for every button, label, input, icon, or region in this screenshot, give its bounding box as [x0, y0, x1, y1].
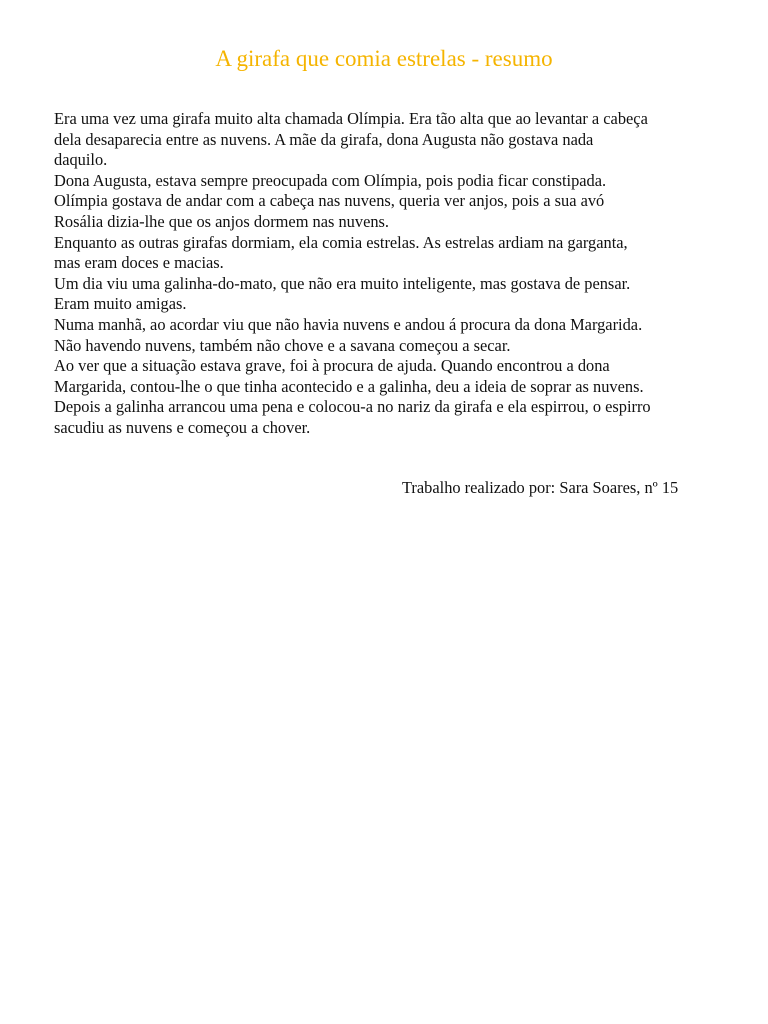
- text-line: Olímpia gostava de andar com a cabeça nas nuvens, queria ver anjos, pois a sua avó: [54, 191, 605, 211]
- text-line: daquilo.: [54, 150, 108, 170]
- text-line: mas eram doces e macias.: [54, 253, 224, 273]
- text-line: sacudiu as nuvens e começou a chover.: [54, 417, 311, 437]
- text-line: Eram muito amigas.: [54, 294, 187, 314]
- text-line: Depois a galinha arrancou uma pena e colocou-a no nariz da girafa e ela espirrou, o espirro: [54, 397, 651, 417]
- text-line: Margarida, contou-lhe o que tinha acontecido e a galinha, deu a ideia de soprar as nuvens.: [54, 376, 644, 396]
- text-line: Rosália dizia-lhe que os anjos dormem nas nuvens.: [54, 211, 390, 231]
- text-line: dela desaparecia entre as nuvens. A mãe da girafa, dona Augusta não gostava nada: [54, 129, 594, 149]
- text-line: Um dia viu uma galinha-do-mato, que não era muito inteligente, mas gostava de pensar.: [54, 273, 631, 293]
- document-title: A girafa que comia estrelas - resumo: [215, 46, 553, 71]
- text-line: Não havendo nuvens, também não chove e a savana começou a secar.: [54, 335, 511, 355]
- author-signature: Trabalho realizado por: Sara Soares, nº 15: [402, 478, 679, 497]
- text-line: Dona Augusta, estava sempre preocupada com Olímpia, pois podia ficar constipada.: [54, 170, 607, 190]
- text-line: Numa manhã, ao acordar viu que não havia nuvens e andou á procura da dona Margarida.: [54, 314, 643, 334]
- text-line: Ao ver que a situação estava grave, foi à procura de ajuda. Quando encontrou a dona: [54, 356, 610, 376]
- summary-text: [54, 109, 722, 439]
- text-line: Enquanto as outras girafas dormiam, ela comia estrelas. As estrelas ardiam na garganta,: [54, 232, 628, 252]
- text-line: Era uma vez uma girafa muito alta chamada Olímpia. Era tão alta que ao levantar a cabeça: [54, 109, 648, 128]
